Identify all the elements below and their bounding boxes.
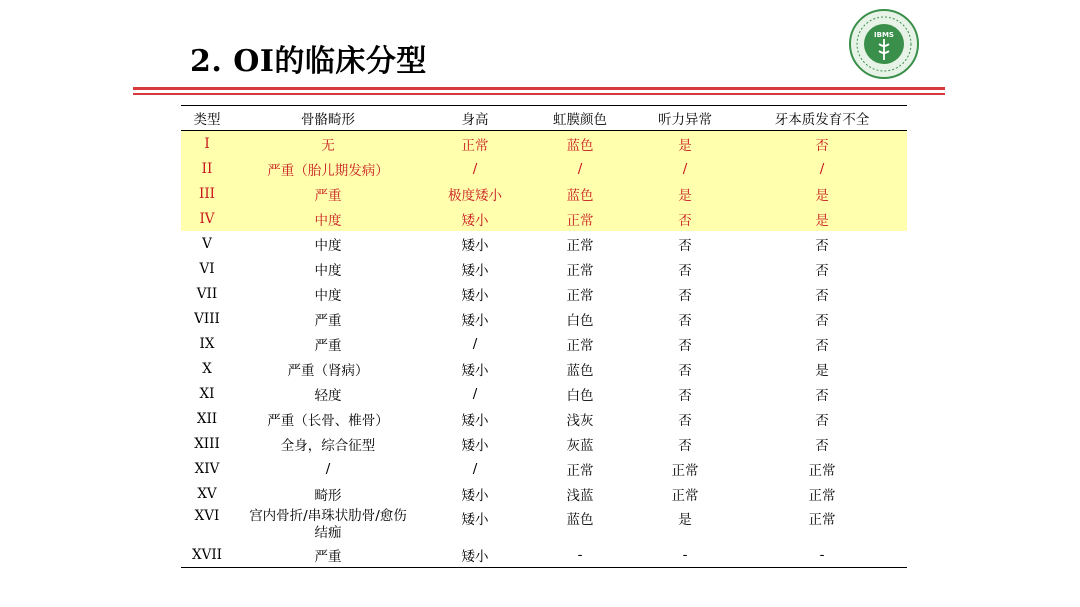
cell-dentin: 是 (815, 362, 829, 379)
cell-hearing: 是 (678, 512, 692, 528)
table-row (181, 406, 907, 431)
cell-skeletal: 严重（长骨、椎骨） (267, 412, 389, 429)
cell-skeletal: 轻度 (314, 387, 342, 404)
logo-text: IBMS (874, 31, 894, 39)
col-header-iris: 虹膜颜色 (527, 106, 633, 131)
cell-dentin: 正常 (808, 512, 836, 528)
cell-skeletal: 中度 (314, 262, 342, 279)
cell-dentin: 否 (815, 237, 829, 254)
cell-hearing: 否 (678, 312, 692, 329)
cell-type: VI (199, 260, 215, 277)
cell-dentin: 否 (815, 412, 829, 429)
cell-skeletal: 严重（胎儿期发病） (233, 156, 423, 181)
cell-type: VII (196, 285, 218, 302)
cell-dentin: 正常 (808, 462, 836, 479)
col-header-dentin: 牙本质发育不全 (737, 106, 907, 131)
table-row (181, 331, 907, 356)
cell-iris: 正常 (566, 237, 594, 254)
cell-height: 矮小 (461, 412, 489, 429)
table-row (181, 542, 907, 568)
table-row (181, 181, 907, 206)
cell-height: 矮小 (423, 542, 527, 568)
cell-skeletal: 严重 (314, 312, 342, 329)
ibms-logo (848, 8, 920, 80)
cell-skeletal (233, 506, 423, 542)
cell-hearing: 是 (633, 131, 737, 157)
cell-type: V (202, 235, 212, 252)
cell-height: 矮小 (423, 206, 527, 231)
cell-type: XI (199, 385, 215, 402)
cell-height: 矮小 (461, 287, 489, 304)
cell-dentin: 否 (815, 312, 829, 329)
cell-hearing: 否 (678, 237, 692, 254)
cell-hearing: 否 (678, 387, 692, 404)
cell-hearing: 正常 (671, 462, 699, 479)
cell-dentin: 否 (815, 337, 829, 354)
title-rule-top (133, 87, 945, 90)
cell-hearing: 正常 (671, 487, 699, 504)
cell-hearing: 否 (633, 206, 737, 231)
cell-iris: 浅蓝 (566, 487, 594, 504)
cell-height: 矮小 (461, 312, 489, 329)
cell-iris: - (527, 542, 633, 568)
cell-iris: 正常 (566, 462, 594, 479)
cell-hearing: - (633, 542, 737, 568)
cell-type: XIII (194, 435, 220, 452)
cell-dentin: 否 (815, 387, 829, 404)
table-row (181, 381, 907, 406)
cell-type: XVI (194, 508, 220, 524)
cell-dentin: 是 (737, 181, 907, 206)
table-row (181, 206, 907, 231)
cell-skeletal: 畸形 (314, 487, 342, 504)
cell-iris: 灰蓝 (566, 437, 594, 454)
cell-type: VIII (194, 310, 220, 327)
table-row (181, 356, 907, 381)
oi-classification-table (181, 105, 907, 568)
cell-type: I (181, 131, 233, 157)
cell-hearing: / (633, 156, 737, 181)
cell-skeletal: 全身，综合征型 (280, 437, 376, 454)
table-row (181, 281, 907, 306)
cell-type: II (181, 156, 233, 181)
cell-dentin: 否 (815, 437, 829, 454)
cell-iris: / (527, 156, 633, 181)
cell-iris: 白色 (566, 387, 594, 404)
title-rule-bottom (133, 93, 945, 95)
cell-type: XV (197, 485, 217, 502)
cell-iris: 蓝色 (527, 181, 633, 206)
cell-height: 矮小 (461, 262, 489, 279)
cell-skeletal: 中度 (233, 206, 423, 231)
table-row (181, 131, 907, 157)
cell-dentin: 是 (737, 206, 907, 231)
cell-iris: 正常 (527, 206, 633, 231)
table-row (181, 456, 907, 481)
cell-iris: 蓝色 (527, 131, 633, 157)
cell-iris: 正常 (566, 337, 594, 354)
cell-dentin: 正常 (808, 487, 836, 504)
cell-height: / (472, 335, 478, 352)
table-row (181, 156, 907, 181)
cell-skeletal: / (325, 460, 331, 477)
cell-dentin: 否 (737, 131, 907, 157)
cell-type: XVII (181, 542, 233, 568)
cell-type: III (181, 181, 233, 206)
col-header-type: 类型 (181, 106, 233, 131)
cell-hearing: 否 (678, 337, 692, 354)
cell-type: IV (181, 206, 233, 231)
cell-hearing: 否 (678, 262, 692, 279)
cell-hearing: 否 (678, 287, 692, 304)
table-row (181, 256, 907, 281)
cell-height: / (423, 156, 527, 181)
col-header-skeletal: 骨骼畸形 (233, 106, 423, 131)
cell-skeletal: 无 (233, 131, 423, 157)
cell-hearing: 否 (678, 437, 692, 454)
cell-hearing: 否 (678, 412, 692, 429)
cell-type: IX (199, 335, 215, 352)
cell-height: / (472, 385, 478, 402)
cell-iris: 白色 (566, 312, 594, 329)
cell-skeletal: 严重（肾病） (287, 362, 369, 379)
cell-dentin: / (737, 156, 907, 181)
cell-height: 矮小 (461, 237, 489, 254)
cell-type: XII (196, 410, 218, 427)
cell-hearing: 是 (633, 181, 737, 206)
cell-height: / (472, 460, 478, 477)
cell-skeletal: 严重 (233, 181, 423, 206)
cell-iris: 蓝色 (566, 362, 594, 379)
col-header-height: 身高 (423, 106, 527, 131)
cell-skeletal: 严重 (314, 337, 342, 354)
col-header-hearing: 听力异常 (633, 106, 737, 131)
page-title: 2. OI的临床分型 (190, 44, 427, 79)
cell-dentin: - (737, 542, 907, 568)
cell-height: 矮小 (461, 362, 489, 379)
cell-skeletal: 中度 (314, 287, 342, 304)
cell-height: 矮小 (461, 512, 489, 528)
cell-height: 矮小 (461, 487, 489, 504)
cell-hearing: 否 (678, 362, 692, 379)
cell-height: 极度矮小 (423, 181, 527, 206)
table-header-row (181, 106, 907, 131)
cell-iris: 蓝色 (566, 512, 594, 528)
cell-dentin: 否 (815, 287, 829, 304)
table-row (181, 231, 907, 256)
table-row (181, 506, 907, 542)
cell-iris: 浅灰 (566, 412, 594, 429)
cell-skeletal: 严重 (233, 542, 423, 568)
cell-skeletal: 中度 (314, 237, 342, 254)
cell-iris: 正常 (566, 287, 594, 304)
cell-iris: 正常 (566, 262, 594, 279)
table-row (181, 481, 907, 506)
cell-dentin: 否 (815, 262, 829, 279)
cell-height: 正常 (423, 131, 527, 157)
cell-height: 矮小 (461, 437, 489, 454)
cell-type: X (202, 360, 212, 377)
cell-type: XIV (194, 460, 220, 477)
cell-skeletal-text: 宫内骨折/串珠状肋骨/愈伤结痂 (249, 508, 407, 541)
table-row (181, 431, 907, 456)
table-row (181, 306, 907, 331)
